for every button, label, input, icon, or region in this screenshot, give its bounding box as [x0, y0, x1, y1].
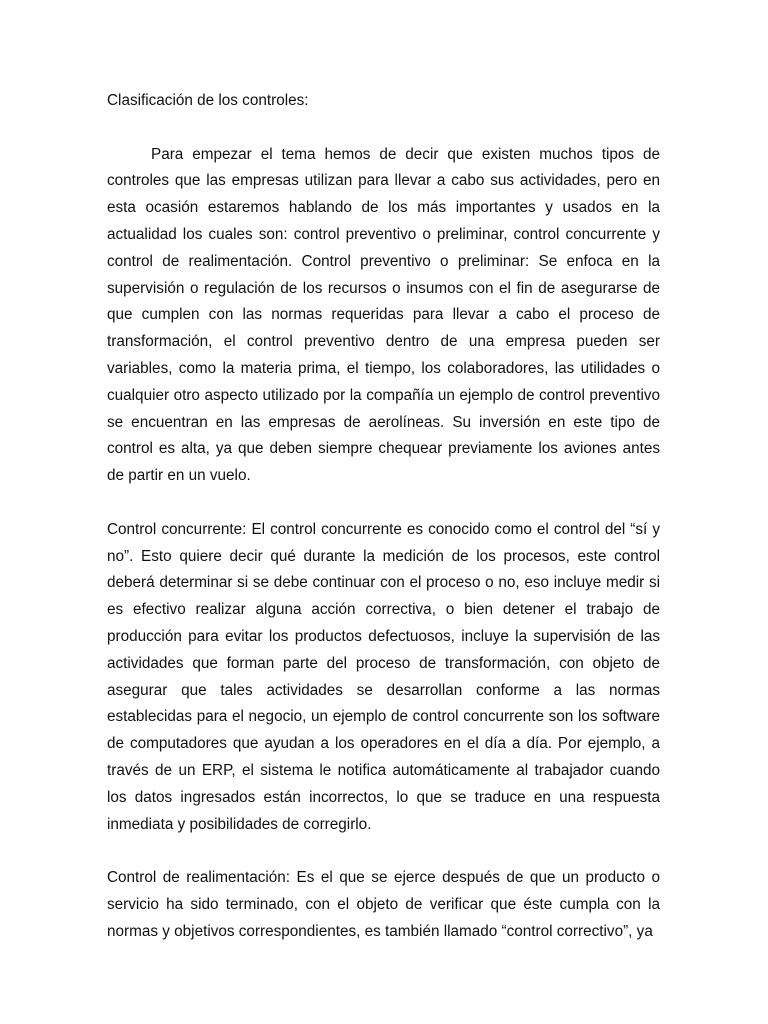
paragraph-introduction: Para empezar el tema hemos de decir que existen muchos tipos de controles que las empresas utilizan para llevar a cabo sus actividades, pero en esta ocasión estaremos hablando de los más importantes y usados en la actualidad los cuales son: control preventivo o preliminar, control concurrente y control de realimentación. Control preventivo o preliminar: Se enfoca en la supervisión o regulación de los recursos o insumos con el fin de asegurarse de que cumplen con las normas requeridas para llevar a cabo el proceso de transformación, el control preventivo dentro de una empresa pueden ser variables, como la materia prima, el tiempo, los colaboradores, las utilidades o cualquier otro aspecto utilizado por la compañía un ejemplo de control preventivo se encuentran en las empresas de aerolíneas. Su inversión en este tipo de control es alta, ya que deben siempre chequear previamente los aviones antes de partir en un vuelo.	[107, 145, 660, 485]
paragraph-control-concurrente: Control concurrente: El control concurrente es conocido como el control del “sí y no”. Esto quiere decir qué durante la medición de los procesos, este control deberá determinar si se debe continuar con el proceso o no, eso incluye medir si es efectivo realizar alguna acción correctiva, o bien detener el trabajo de producción para evitar los productos defectuosos, incluye la supervisión de las actividades que forman parte del proceso de transformación, con objeto de asegurar que tales actividades se desarrollan conforme a las normas establecidas para el negocio, un ejemplo de control concurrente son los software de computadores que ayudan a los operadores en el día a día. Por ejemplo, a través de un ERP, el sistema le notifica automáticamente al trabajador cuando los datos ingresados están incorrectos, lo que se traduce en una respuesta inmediata y posibilidades de corregirlo.	[107, 520, 660, 833]
document-heading: Clasificación de los controles:	[107, 92, 309, 109]
paragraph-control-realimentacion: Control de realimentación: Es el que se ejerce después de que un producto o servicio ha sido terminado, con el objeto de verificar que éste cumpla con la normas y objetivos correspondientes, es también llamado “control correctivo”, ya	[107, 869, 660, 940]
document-page	[107, 88, 660, 972]
